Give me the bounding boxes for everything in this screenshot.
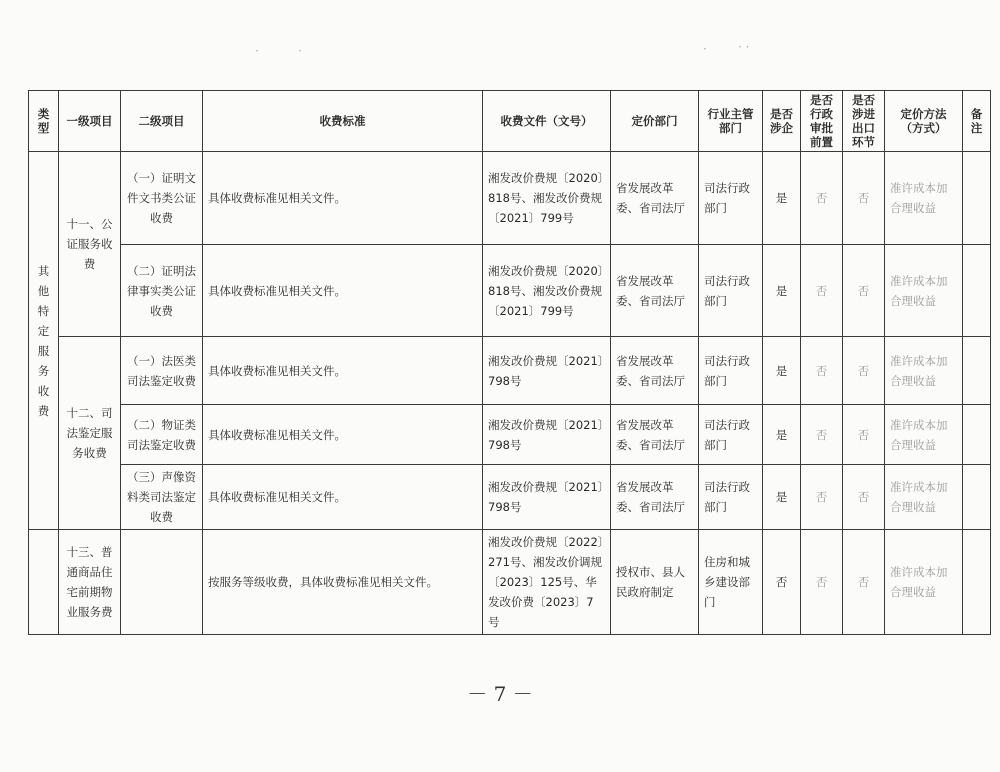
level2-cell: （二）证明法律事实类公证收费 (121, 245, 203, 337)
pricing-dept-cell: 省发展改革委、省司法厅 (611, 405, 699, 465)
page-number: － 7 － (467, 682, 533, 706)
import-export-cell: 否 (843, 465, 885, 530)
enterprise-cell: 是 (763, 405, 801, 465)
enterprise-cell: 是 (763, 245, 801, 337)
enterprise-cell: 是 (763, 337, 801, 405)
header-type: 类型 (29, 91, 59, 152)
industry-dept-cell: 司法行政部门 (699, 245, 763, 337)
scan-speck: · (703, 42, 707, 56)
category-cell: 其他特定服务收费 (29, 152, 59, 530)
table-row (29, 405, 991, 465)
document-cell: 湘发改价费规〔2020〕818号、湘发改价费规〔2021〕799号 (483, 245, 611, 337)
industry-dept-cell: 司法行政部门 (699, 405, 763, 465)
header-row (29, 91, 991, 152)
empty-category-cell (29, 530, 59, 635)
standard-cell: 具体收费标准见相关文件。 (203, 405, 483, 465)
document-cell: 湘发改价费规〔2021〕798号 (483, 405, 611, 465)
industry-dept-cell: 司法行政部门 (699, 465, 763, 530)
header-level1: 一级项目 (59, 91, 121, 152)
standard-cell: 具体收费标准见相关文件。 (203, 337, 483, 405)
level2-cell (121, 530, 203, 635)
header-involves-enterprise: 是否涉企 (763, 91, 801, 152)
header-admin-approval: 是否行政审批前置 (801, 91, 843, 152)
scan-speck: · · (738, 40, 750, 54)
table-row (29, 245, 991, 337)
industry-dept-cell: 司法行政部门 (699, 152, 763, 245)
level1-cell: 十二、司法鉴定服务收费 (59, 337, 121, 530)
import-export-cell: 否 (843, 152, 885, 245)
enterprise-cell: 是 (763, 152, 801, 245)
header-import-export: 是否涉进出口环节 (843, 91, 885, 152)
import-export-cell: 否 (843, 245, 885, 337)
header-industry-dept: 行业主管部门 (699, 91, 763, 152)
remarks-cell (963, 152, 991, 245)
header-pricing-method: 定价方法（方式） (885, 91, 963, 152)
standard-cell: 具体收费标准见相关文件。 (203, 245, 483, 337)
header-level2: 二级项目 (121, 91, 203, 152)
standard-cell: 按服务等级收费，具体收费标准见相关文件。 (203, 530, 483, 635)
approval-cell: 否 (801, 405, 843, 465)
industry-dept-cell: 住房和城乡建设部门 (699, 530, 763, 635)
enterprise-cell: 否 (763, 530, 801, 635)
document-cell: 湘发改价费规〔2020〕818号、湘发改价费规〔2021〕799号 (483, 152, 611, 245)
approval-cell: 否 (801, 245, 843, 337)
level2-cell: （一）证明文件文书类公证收费 (121, 152, 203, 245)
pricing-method-cell: 准许成本加合理收益 (885, 337, 963, 405)
header-remarks: 备注 (963, 91, 991, 152)
pricing-dept-cell: 省发展改革委、省司法厅 (611, 337, 699, 405)
import-export-cell: 否 (843, 405, 885, 465)
enterprise-cell: 是 (763, 465, 801, 530)
level1-cell: 十一、公证服务收费 (59, 152, 121, 337)
pricing-method-cell: 准许成本加合理收益 (885, 530, 963, 635)
fee-table (28, 90, 991, 635)
pricing-dept-cell: 授权市、县人民政府制定 (611, 530, 699, 635)
level2-cell: （二）物证类司法鉴定收费 (121, 405, 203, 465)
header-document: 收费文件（文号） (483, 91, 611, 152)
pricing-dept-cell: 省发展改革委、省司法厅 (611, 152, 699, 245)
level2-cell: （三）声像资料类司法鉴定收费 (121, 465, 203, 530)
pricing-method-cell: 准许成本加合理收益 (885, 465, 963, 530)
approval-cell: 否 (801, 465, 843, 530)
pricing-method-cell: 准许成本加合理收益 (885, 405, 963, 465)
import-export-cell: 否 (843, 530, 885, 635)
remarks-cell (963, 245, 991, 337)
table-row (29, 530, 991, 635)
import-export-cell: 否 (843, 337, 885, 405)
document-cell: 湘发改价费规〔2021〕798号 (483, 465, 611, 530)
remarks-cell (963, 530, 991, 635)
header-standard: 收费标准 (203, 91, 483, 152)
table-row (29, 152, 991, 245)
header-pricing-dept: 定价部门 (611, 91, 699, 152)
scan-speck: · (255, 44, 259, 58)
level2-cell: （一）法医类司法鉴定收费 (121, 337, 203, 405)
document-cell: 湘发改价费规〔2021〕798号 (483, 337, 611, 405)
approval-cell: 否 (801, 337, 843, 405)
level1-cell: 十三、普通商品住宅前期物业服务费 (59, 530, 121, 635)
remarks-cell (963, 337, 991, 405)
pricing-method-cell: 准许成本加合理收益 (885, 245, 963, 337)
pricing-dept-cell: 省发展改革委、省司法厅 (611, 245, 699, 337)
scan-speck: · (298, 44, 302, 58)
pricing-dept-cell: 省发展改革委、省司法厅 (611, 465, 699, 530)
remarks-cell (963, 405, 991, 465)
standard-cell: 具体收费标准见相关文件。 (203, 465, 483, 530)
industry-dept-cell: 司法行政部门 (699, 337, 763, 405)
approval-cell: 否 (801, 152, 843, 245)
standard-cell: 具体收费标准见相关文件。 (203, 152, 483, 245)
pricing-method-cell: 准许成本加合理收益 (885, 152, 963, 245)
document-cell: 湘发改价费规〔2022〕271号、湘发改价调规〔2023〕125号、华发改价费〔2023〕7号 (483, 530, 611, 635)
remarks-cell (963, 465, 991, 530)
table-row (29, 465, 991, 530)
approval-cell: 否 (801, 530, 843, 635)
table-row (29, 337, 991, 405)
